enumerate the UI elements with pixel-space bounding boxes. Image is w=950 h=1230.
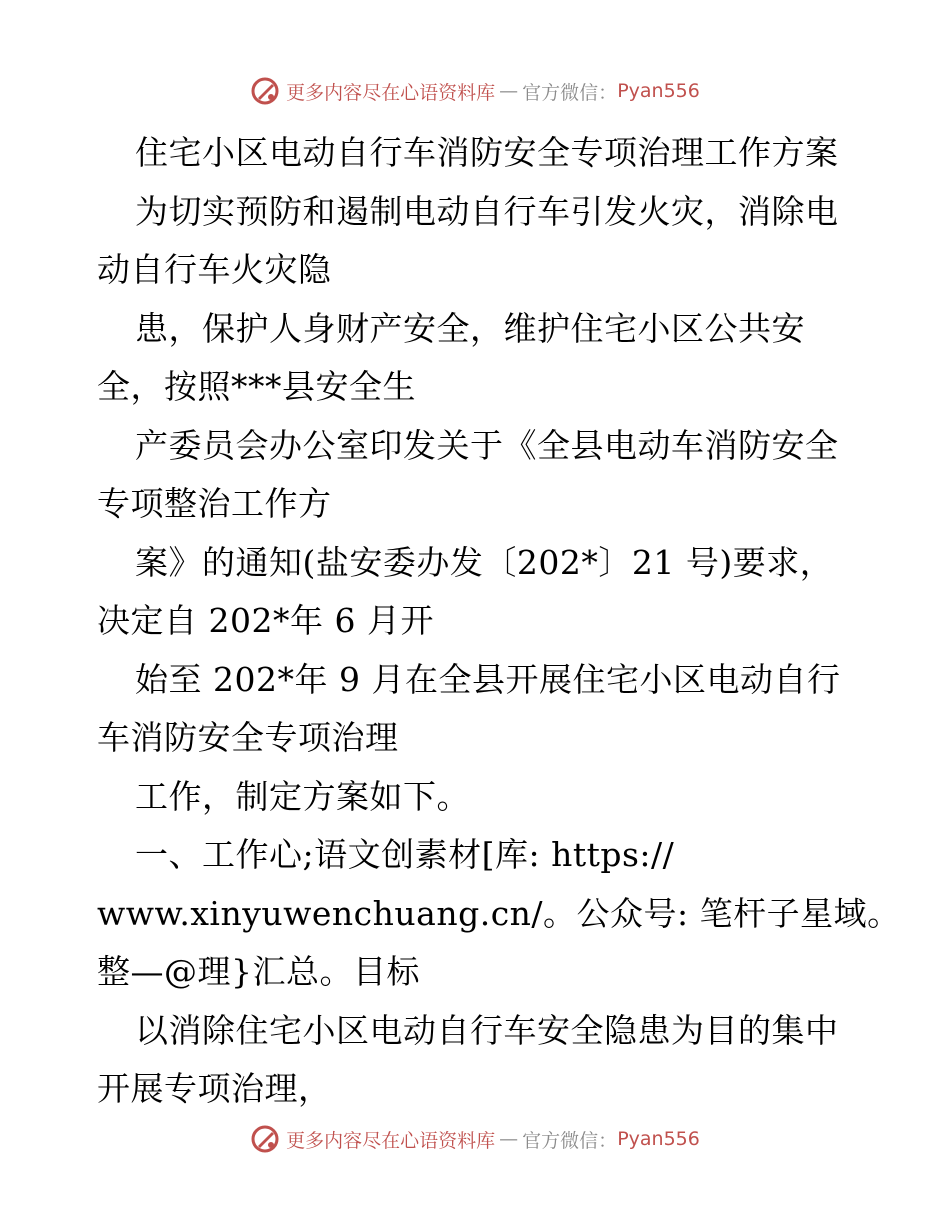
- pen-circle-logo-icon: [250, 76, 280, 106]
- section-heading: 一、工作心;语文创素材[库: https://: [135, 835, 675, 874]
- watermark-brand: 更多内容尽在心语资料库: [286, 81, 496, 104]
- watermark-label: 官方微信：: [522, 81, 618, 104]
- text-line: 以消除住宅小区电动自行车安全隐患为目的集中: [135, 1010, 839, 1050]
- document-title: 住宅小区电动自行车消防安全专项治理工作方案: [135, 133, 839, 172]
- pen-circle-logo-icon: [250, 1124, 280, 1154]
- text-line: 产委员会办公室印发关于《全县电动车消防安全: [135, 425, 839, 465]
- watermark-wechat-id: Pyan556: [617, 1128, 700, 1150]
- text-line: 案》的通知(盐安委办发〔202*〕21 号)要求，: [135, 542, 834, 582]
- text-line: 工作，制定方案如下。: [135, 776, 470, 816]
- text-line: 患，保护人身财产安全，维护住宅小区公共安: [135, 308, 805, 348]
- text-line: 动自行车火灾隐: [97, 250, 332, 289]
- watermark-brand: 更多内容尽在心语资料库: [286, 1129, 496, 1152]
- watermark-separator: —: [499, 80, 519, 102]
- text-line: 全，按照***县安全生: [97, 367, 416, 406]
- text-line: 为切实预防和遏制电动自行车引发火灾，消除电: [135, 191, 839, 231]
- text-line: www.xinyuwenchuang.cn/。公众号: 笔杆子星域。: [97, 893, 901, 933]
- text-line: 始至 202*年 9 月在全县开展住宅小区电动自行: [135, 659, 841, 699]
- watermark-separator: —: [499, 1128, 519, 1150]
- text-line: 决定自 202*年 6 月开: [97, 601, 434, 640]
- header-watermark: [0, 76, 950, 106]
- text-line: 专项整治工作方: [97, 484, 332, 523]
- text-line: 开展专项治理，: [97, 1069, 332, 1108]
- text-line: 车消防安全专项治理: [97, 718, 399, 757]
- text-line: 整—@理}汇总。目标: [97, 952, 420, 991]
- watermark-label: 官方微信：: [522, 1129, 618, 1152]
- footer-watermark: [0, 1124, 950, 1154]
- document-body: [97, 124, 901, 1119]
- watermark-wechat-id: Pyan556: [617, 80, 700, 102]
